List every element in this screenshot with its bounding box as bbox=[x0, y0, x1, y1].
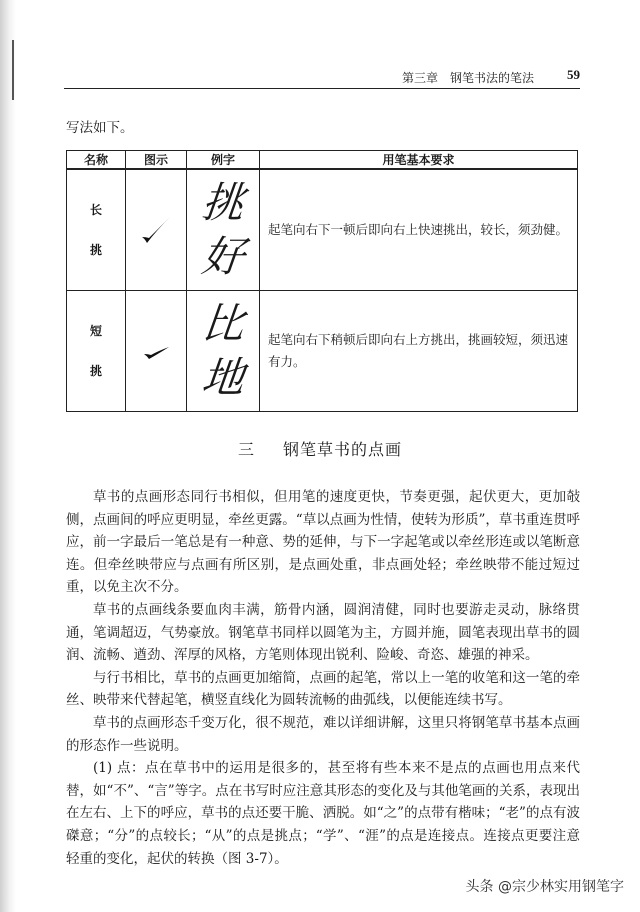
body-text bbox=[66, 486, 580, 870]
running-head-chapter: 第三章 钢笔书法的笔法 bbox=[401, 71, 534, 85]
stroke-diagram-cell bbox=[126, 169, 187, 291]
table-header-row bbox=[67, 151, 578, 170]
stroke-name-cell bbox=[67, 169, 126, 291]
intro-text: 写法如下。 bbox=[66, 120, 134, 136]
header-name: 名称 bbox=[67, 151, 126, 170]
running-head bbox=[64, 66, 580, 89]
requirement-cell: 起笔向右下一顿后即向右上快速挑出，较长，须劲健。 bbox=[260, 169, 578, 291]
stroke-name-char: 短 bbox=[89, 324, 102, 338]
stroke-table bbox=[66, 150, 578, 412]
stroke-name-char: 挑 bbox=[89, 243, 102, 257]
gutter-mark bbox=[12, 40, 14, 100]
section-heading bbox=[0, 437, 640, 460]
header-requirement: 用笔基本要求 bbox=[260, 151, 578, 170]
long-tiao-stroke-diagram bbox=[136, 209, 176, 249]
paragraph: 与行书相比，草书的点画更加缩简，点画的起笔，常以上一笔的收笔和这一笔的牵丝、映带来代替起笔，横竖直线化为圆转流畅的曲弧线，以便能连续书写。 bbox=[66, 669, 580, 709]
example-char: 比 bbox=[199, 299, 247, 348]
stroke-name-char: 长 bbox=[89, 203, 102, 217]
requirement-cell: 起笔向右下稍顿后即向右上方挑出，挑画较短，须迅速有力。 bbox=[260, 291, 578, 412]
example-cell bbox=[187, 169, 260, 291]
example-char: 挑 bbox=[199, 178, 247, 227]
stroke-diagram-cell bbox=[126, 291, 187, 412]
example-cell bbox=[187, 291, 260, 412]
page-number: 59 bbox=[567, 67, 580, 82]
table-row-short-tiao bbox=[67, 291, 578, 412]
watermark: 头条 @宗少林实用钢笔字 bbox=[465, 879, 624, 895]
paragraph: 草书的点画形态千变万化，很不规范，难以详细讲解，这里只将钢笔草书基本点画的形态作一些说明。 bbox=[66, 714, 580, 754]
header-diagram: 图示 bbox=[126, 151, 187, 170]
short-tiao-stroke-diagram bbox=[136, 330, 176, 370]
paragraph: 草书的点画线条要血肉丰满，筋骨内涵，圆润清健，同时也要游走灵动，脉络贯通，笔调超迈，气势豪放。钢笔草书同样以圆笔为主，方圆并施，圆笔表现出草书的圆润、流畅、遒劲、浑厚的风格，方笔则体现出锐利、险峻、奇恣、雄强的神采。 bbox=[66, 601, 580, 664]
example-char: 地 bbox=[199, 353, 247, 402]
paragraph: 草书的点画形态同行书相似，但用笔的速度更快，节奏更强，起伏更大，更加敧侧，点画间的呼应更明显，牵丝更露。“草以点画为性情，使转为形质”，草书重连贯呼应，前一字最后一笔总是有一种意、势的延伸，与下一字起笔或以牵丝形连或以笔断意连。但牵丝映带应与点画有所区别，是点画处重，非点画处轻；牵丝映带不能过短过重，以免主次不分。 bbox=[66, 489, 580, 596]
section-title: 钢笔草书的点画 bbox=[283, 440, 403, 459]
section-number: 三 bbox=[237, 440, 255, 459]
header-example: 例字 bbox=[187, 151, 260, 170]
stroke-name-char: 挑 bbox=[89, 364, 102, 378]
table-row-long-tiao bbox=[67, 169, 578, 291]
stroke-name-cell bbox=[67, 291, 126, 412]
paragraph: (1) 点：点在草书中的运用是很多的，甚至将有些本来不是点的点画也用点来代替，如“不”、“言”等字。点在书写时应注意其形态的变化及与其他笔画的关系，表现出在左右、上下的呼应，草书的点还要干脆、洒脱。如“之”的点带有楷味；“老”的点有波磔意；“分”的点较长；“从”的点是挑点；“学”、“涯”的点是连接点。连接点更要注意轻重的变化，起伏的转换（图 3-7）。 bbox=[66, 760, 580, 867]
example-char: 好 bbox=[199, 232, 247, 281]
